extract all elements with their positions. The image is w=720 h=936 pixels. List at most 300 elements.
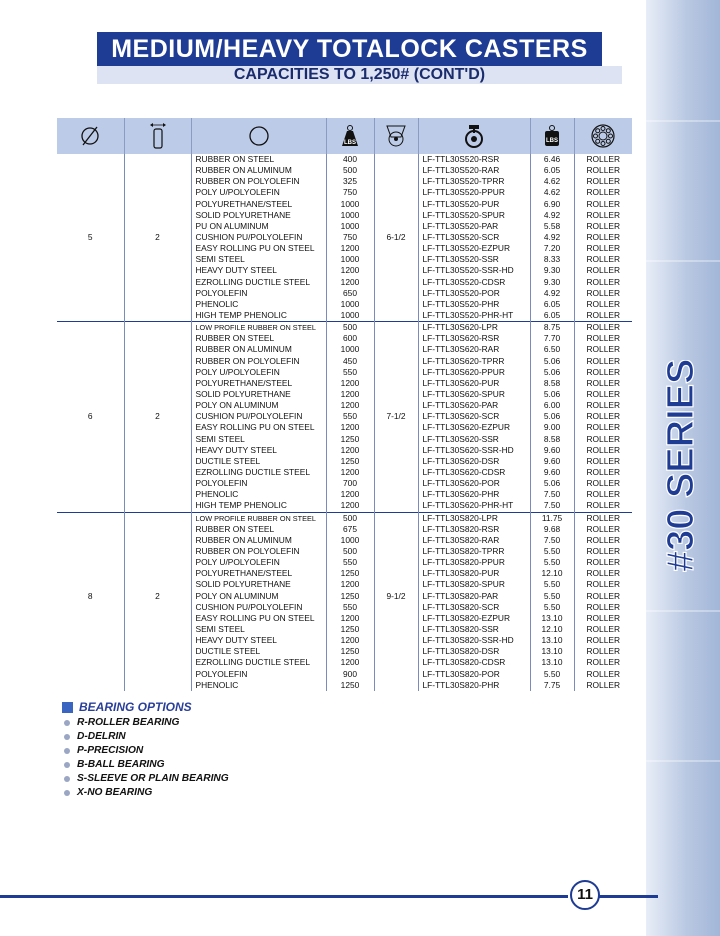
- capacity-cell: 675: [326, 524, 374, 535]
- weight-cell: 6.00: [530, 400, 574, 411]
- part-number-cell: LF-TTL30S820-SSR: [418, 624, 530, 635]
- wheel-material-cell: LOW PROFILE RUBBER ON STEEL: [191, 512, 326, 524]
- tread-width-cell: [124, 265, 191, 276]
- part-number-cell: LF-TTL30S520-PUR: [418, 199, 530, 210]
- table-row: [57, 367, 632, 378]
- weight-cell: 9.00: [530, 422, 574, 433]
- tread-width-cell: [124, 568, 191, 579]
- tread-width-cell: [124, 277, 191, 288]
- bearing-type-cell: ROLLER: [586, 534, 620, 545]
- wheel-material-cell: RUBBER ON POLYOLEFIN: [191, 356, 326, 367]
- table-row: [57, 199, 632, 210]
- capacity-cell: 1200: [326, 400, 374, 411]
- swivel-radius-cell: [374, 344, 418, 355]
- part-number-cell: LF-TTL30S820-PHR: [418, 680, 530, 691]
- capacity-cell: 1000: [326, 254, 374, 265]
- capacity-cell: 650: [326, 288, 374, 299]
- part-number-cell: LF-TTL30S520-POR: [418, 288, 530, 299]
- wheel-diameter-cell: [57, 254, 124, 265]
- bearing-options-bullet-icon: [62, 702, 73, 713]
- swivel-radius-cell: [374, 277, 418, 288]
- bearing-type-cell: ROLLER: [586, 590, 620, 601]
- part-number-cell: LF-TTL30S520-SCR: [418, 232, 530, 243]
- tread-width-cell: [124, 646, 191, 657]
- capacity-cell: 1000: [326, 299, 374, 310]
- tread-width-cell: [124, 579, 191, 590]
- tread-width-cell: [124, 500, 191, 512]
- tread-width-cell: 2: [124, 590, 191, 601]
- weight-cell: 6.90: [530, 199, 574, 210]
- tread-width-cell: [124, 356, 191, 367]
- part-number-cell: LF-TTL30S620-RSR: [418, 333, 530, 344]
- wheel-material-cell: RUBBER ON STEEL: [191, 524, 326, 535]
- capacity-cell: 1200: [326, 635, 374, 646]
- wheel-diameter-cell: [57, 489, 124, 500]
- wheel-diameter-cell: [57, 467, 124, 478]
- tread-width-cell: [124, 668, 191, 679]
- swivel-radius-cell: 7-1/2: [374, 411, 418, 422]
- part-number-cell: LF-TTL30S620-EZPUR: [418, 422, 530, 433]
- part-number-cell: LF-TTL30S620-PAR: [418, 400, 530, 411]
- swivel-radius-cell: [374, 535, 418, 546]
- wheel-diameter-cell: [57, 299, 124, 310]
- capacity-cell: 1000: [326, 535, 374, 546]
- weight-cell: 8.58: [530, 378, 574, 389]
- tread-width-cell: [124, 333, 191, 344]
- tread-width-cell: [124, 445, 191, 456]
- swivel-radius-cell: [374, 434, 418, 445]
- swivel-radius-cell: [374, 646, 418, 657]
- bearing-type-cell: ROLLER: [586, 198, 620, 209]
- capacity-cell: 1200: [326, 613, 374, 624]
- weight-lbs-icon: [530, 118, 574, 154]
- weight-lbs-label: LBS: [546, 138, 558, 144]
- table-row: [57, 221, 632, 232]
- part-number-cell: LF-TTL30S520-PHR-HT: [418, 310, 530, 322]
- wheel-material-cell: CUSHION PU/POLYOLEFIN: [191, 411, 326, 422]
- wheel-diameter-cell: [57, 657, 124, 668]
- weight-cell: 4.92: [530, 232, 574, 243]
- capacity-cell: 550: [326, 557, 374, 568]
- wheel-diameter-cell: [57, 557, 124, 568]
- wheel-material-cell: POLY ON ALUMINUM: [191, 400, 326, 411]
- wheel-diameter-cell: [57, 668, 124, 679]
- tread-width-cell: [124, 322, 191, 334]
- wheel-material-cell: RUBBER ON ALUMINUM: [191, 344, 326, 355]
- wheel-diameter-cell: [57, 524, 124, 535]
- swivel-radius-cell: [374, 500, 418, 512]
- part-number-cell: LF-TTL30S820-SSR-HD: [418, 635, 530, 646]
- swivel-radius-cell: [374, 367, 418, 378]
- part-number-cell: LF-TTL30S520-PPUR: [418, 187, 530, 198]
- wheel-diameter-cell: [57, 478, 124, 489]
- weight-cell: 5.06: [530, 411, 574, 422]
- wheel-diameter-cell: [57, 265, 124, 276]
- bearing-type-cell: ROLLER: [586, 478, 620, 489]
- capacity-lbs-label: LBS: [344, 140, 356, 146]
- wheel-diameter-cell: [57, 187, 124, 198]
- wheel-material-cell: POLYOLEFIN: [191, 288, 326, 299]
- swivel-radius-cell: [374, 356, 418, 367]
- bearing-option-item: [64, 758, 229, 772]
- bearing-type-cell: ROLLER: [586, 444, 620, 455]
- bearing-option-item: [64, 772, 229, 786]
- tread-width-cell: [124, 434, 191, 445]
- bearing-type-cell: ROLLER: [586, 377, 620, 388]
- bearing-type-cell: ROLLER: [586, 310, 620, 321]
- part-number-cell: LF-TTL30S820-SCR: [418, 602, 530, 613]
- table-row: [57, 557, 632, 568]
- tread-width-cell: [124, 524, 191, 535]
- wheel-diameter-cell: [57, 635, 124, 646]
- wheel-diameter-cell: [57, 199, 124, 210]
- bearing-type-cell: ROLLER: [586, 209, 620, 220]
- table-row: [57, 378, 632, 389]
- tread-width-cell: [124, 557, 191, 568]
- bearing-type-cell: ROLLER: [586, 276, 620, 287]
- page-subtitle: CAPACITIES TO 1,250# (CONT'D): [97, 66, 622, 84]
- bearing-type-cell: ROLLER: [586, 344, 620, 355]
- wheel-material-cell: POLYURETHANE/STEEL: [191, 568, 326, 579]
- bearing-options-list: [62, 716, 229, 800]
- wheel-diameter-cell: 6: [57, 411, 124, 422]
- tread-width-cell: [124, 624, 191, 635]
- swivel-radius-cell: [374, 187, 418, 198]
- capacity-cell: 1200: [326, 500, 374, 512]
- part-number-cell: LF-TTL30S620-RAR: [418, 344, 530, 355]
- table-row: [57, 322, 632, 334]
- swivel-radius-cell: [374, 165, 418, 176]
- capacity-cell: 325: [326, 176, 374, 187]
- tread-width-cell: [124, 602, 191, 613]
- wheel-diameter-cell: [57, 535, 124, 546]
- tread-width-cell: [124, 422, 191, 433]
- part-number-cell: LF-TTL30S620-PHR-HT: [418, 500, 530, 512]
- swivel-radius-icon: [374, 118, 418, 154]
- table-row: [57, 356, 632, 367]
- bearing-option-label: S-SLEEVE OR PLAIN BEARING: [77, 773, 229, 784]
- tread-width-cell: [124, 478, 191, 489]
- table-row: [57, 254, 632, 265]
- table-row: [57, 500, 632, 512]
- part-number-cell: LF-TTL30S820-DSR: [418, 646, 530, 657]
- tread-width-cell: [124, 165, 191, 176]
- bearing-icon: [574, 118, 632, 154]
- capacity-cell: 1250: [326, 434, 374, 445]
- bearing-type-cell: ROLLER: [586, 355, 620, 366]
- weight-cell: 4.92: [530, 210, 574, 221]
- table-row: [57, 389, 632, 400]
- weight-cell: 9.30: [530, 277, 574, 288]
- tread-width-cell: [124, 512, 191, 524]
- wheel-material-cell: HIGH TEMP PHENOLIC: [191, 500, 326, 512]
- swivel-radius-cell: 9-1/2: [374, 590, 418, 601]
- part-number-cell: LF-TTL30S520-SSR: [418, 254, 530, 265]
- wheel-material-cell: RUBBER ON POLYOLEFIN: [191, 546, 326, 557]
- wheel-material-cell: PU ON ALUMINUM: [191, 221, 326, 232]
- swivel-radius-cell: [374, 624, 418, 635]
- weight-cell: 4.92: [530, 288, 574, 299]
- wheel-diameter-cell: 5: [57, 232, 124, 243]
- table-row: [57, 445, 632, 456]
- bearing-type-cell: ROLLER: [586, 635, 620, 646]
- weight-cell: 5.06: [530, 478, 574, 489]
- capacity-cell: 1250: [326, 568, 374, 579]
- wheel-material-cell: HIGH TEMP PHENOLIC: [191, 310, 326, 322]
- wheel-diameter-cell: [57, 400, 124, 411]
- bearing-type-cell: ROLLER: [586, 400, 620, 411]
- part-number-cell: LF-TTL30S620-POR: [418, 478, 530, 489]
- wheel-material-cell: DUCTILE STEEL: [191, 456, 326, 467]
- tread-width-cell: [124, 254, 191, 265]
- wheel-diameter-cell: [57, 389, 124, 400]
- swivel-radius-cell: [374, 221, 418, 232]
- capacity-cell: 1200: [326, 277, 374, 288]
- table-row: [57, 243, 632, 254]
- wheel-material-cell: POLY U/POLYOLEFIN: [191, 367, 326, 378]
- capacity-cell: 700: [326, 478, 374, 489]
- part-number-cell: LF-TTL30S520-PAR: [418, 221, 530, 232]
- weight-cell: 7.50: [530, 535, 574, 546]
- bearing-type-cell: ROLLER: [586, 500, 620, 511]
- part-number-cell: LF-TTL30S520-EZPUR: [418, 243, 530, 254]
- tread-width-cell: [124, 367, 191, 378]
- table-row: [57, 434, 632, 445]
- bearing-type-cell: ROLLER: [586, 523, 620, 534]
- table-row: [57, 668, 632, 679]
- bearing-type-cell: ROLLER: [586, 545, 620, 556]
- tread-width-cell: [124, 288, 191, 299]
- wheel-diameter-cell: [57, 568, 124, 579]
- tread-width-cell: [124, 199, 191, 210]
- tread-width-cell: [124, 489, 191, 500]
- part-number-cell: LF-TTL30S620-CDSR: [418, 467, 530, 478]
- tread-width-cell: [124, 389, 191, 400]
- tread-width-cell: [124, 657, 191, 668]
- weight-cell: 5.06: [530, 356, 574, 367]
- wheel-material-cell: SOLID POLYURETHANE: [191, 389, 326, 400]
- wheel-material-cell: RUBBER ON POLYOLEFIN: [191, 176, 326, 187]
- table-row: [57, 635, 632, 646]
- weight-cell: 12.10: [530, 568, 574, 579]
- capacity-cell: 1000: [326, 199, 374, 210]
- wheel-diameter-cell: [57, 310, 124, 322]
- part-number-cell: LF-TTL30S520-PHR: [418, 299, 530, 310]
- weight-cell: 5.50: [530, 602, 574, 613]
- swivel-radius-cell: [374, 445, 418, 456]
- tread-width-cell: [124, 187, 191, 198]
- tread-width-cell: [124, 680, 191, 691]
- table-row: [57, 288, 632, 299]
- capacity-cell: 1200: [326, 243, 374, 254]
- table-row: [57, 277, 632, 288]
- tread-width-icon: [124, 118, 191, 154]
- weight-cell: 12.10: [530, 624, 574, 635]
- weight-cell: 5.06: [530, 367, 574, 378]
- table-row: [57, 478, 632, 489]
- weight-cell: 5.06: [530, 389, 574, 400]
- part-number-cell: LF-TTL30S620-SSR-HD: [418, 445, 530, 456]
- bearing-option-item: [64, 716, 229, 730]
- page-title: MEDIUM/HEAVY TOTALOCK CASTERS: [97, 32, 602, 66]
- wheel-material-cell: SOLID POLYURETHANE: [191, 579, 326, 590]
- weight-cell: 13.10: [530, 646, 574, 657]
- bearing-type-cell: ROLLER: [586, 389, 620, 400]
- part-number-cell: LF-TTL30S820-LPR: [418, 512, 530, 524]
- swivel-radius-cell: [374, 310, 418, 322]
- bearing-type-cell: ROLLER: [586, 366, 620, 377]
- wheel-material-cell: EASY ROLLING PU ON STEEL: [191, 422, 326, 433]
- table-row: [57, 546, 632, 557]
- wheel-diameter-cell: [57, 422, 124, 433]
- capacity-cell: 550: [326, 411, 374, 422]
- tread-width-cell: [124, 344, 191, 355]
- weight-cell: 8.75: [530, 322, 574, 334]
- part-number-cell: LF-TTL30S520-TPRR: [418, 176, 530, 187]
- weight-cell: 5.50: [530, 557, 574, 568]
- part-number-cell: LF-TTL30S820-RAR: [418, 535, 530, 546]
- swivel-radius-cell: [374, 557, 418, 568]
- bearing-option-label: D-DELRIN: [77, 731, 126, 742]
- part-number-cell: LF-TTL30S820-PUR: [418, 568, 530, 579]
- table-row: [57, 344, 632, 355]
- tread-width-cell: [124, 456, 191, 467]
- table-row: [57, 154, 632, 165]
- table-row: [57, 613, 632, 624]
- wheel-material-cell: POLYURETHANE/STEEL: [191, 199, 326, 210]
- wheel-diameter-cell: [57, 613, 124, 624]
- weight-cell: 6.46: [530, 154, 574, 165]
- capacity-cell: 1000: [326, 221, 374, 232]
- wheel-diameter-icon: [57, 118, 124, 154]
- weight-cell: 8.58: [530, 434, 574, 445]
- bearing-type-cell: ROLLER: [586, 668, 620, 679]
- table-row: [57, 646, 632, 657]
- weight-cell: 6.50: [530, 344, 574, 355]
- bearing-option-label: R-ROLLER BEARING: [77, 717, 180, 728]
- swivel-radius-cell: [374, 602, 418, 613]
- bearing-type-cell: ROLLER: [586, 298, 620, 309]
- part-number-cell: LF-TTL30S820-CDSR: [418, 657, 530, 668]
- swivel-radius-cell: [374, 199, 418, 210]
- bullet-icon: [64, 720, 70, 726]
- weight-cell: 13.10: [530, 635, 574, 646]
- bearing-type-cell: ROLLER: [586, 679, 620, 690]
- wheel-material-cell: POLYOLEFIN: [191, 668, 326, 679]
- tread-width-cell: [124, 243, 191, 254]
- swivel-radius-cell: [374, 299, 418, 310]
- capacity-cell: 1200: [326, 445, 374, 456]
- bearing-options: [62, 700, 229, 800]
- swivel-radius-cell: [374, 489, 418, 500]
- swivel-radius-cell: [374, 378, 418, 389]
- bearing-type-cell: ROLLER: [586, 187, 620, 198]
- bearing-type-cell: ROLLER: [586, 333, 620, 344]
- tread-width-cell: [124, 535, 191, 546]
- bearing-option-label: P-PRECISION: [77, 745, 144, 756]
- part-number-icon: [418, 118, 530, 154]
- table-header-row: [57, 118, 632, 154]
- bearing-type-cell: ROLLER: [586, 455, 620, 466]
- table-row: [57, 176, 632, 187]
- part-number-cell: LF-TTL30S620-SSR: [418, 434, 530, 445]
- swivel-radius-cell: [374, 613, 418, 624]
- wheel-material-cell: EZROLLING DUCTILE STEEL: [191, 657, 326, 668]
- caster-spec-table: [57, 118, 632, 691]
- capacity-cell: 500: [326, 546, 374, 557]
- wheel-material-cell: PHENOLIC: [191, 489, 326, 500]
- part-number-cell: LF-TTL30S620-DSR: [418, 456, 530, 467]
- swivel-radius-cell: [374, 288, 418, 299]
- capacity-cell: 500: [326, 165, 374, 176]
- weight-cell: 9.60: [530, 445, 574, 456]
- weight-cell: 5.50: [530, 579, 574, 590]
- wheel-material-cell: POLYOLEFIN: [191, 478, 326, 489]
- wheel-material-cell: DUCTILE STEEL: [191, 646, 326, 657]
- part-number-cell: LF-TTL30S620-SCR: [418, 411, 530, 422]
- bearing-option-item: [64, 744, 229, 758]
- part-number-cell: LF-TTL30S620-LPR: [418, 322, 530, 334]
- bearing-type-cell: ROLLER: [586, 433, 620, 444]
- wheel-diameter-cell: [57, 221, 124, 232]
- wheel-material-cell: EZROLLING DUCTILE STEEL: [191, 277, 326, 288]
- swivel-radius-cell: [374, 176, 418, 187]
- table-row: [57, 568, 632, 579]
- part-number-cell: LF-TTL30S520-SPUR: [418, 210, 530, 221]
- bearing-type-cell: ROLLER: [586, 467, 620, 477]
- wheel-diameter-cell: [57, 333, 124, 344]
- capacity-cell: 550: [326, 602, 374, 613]
- capacity-cell: 550: [326, 367, 374, 378]
- wheel-diameter-cell: [57, 367, 124, 378]
- wheel-diameter-cell: [57, 210, 124, 221]
- footer-rule-right: [598, 895, 658, 898]
- capacity-cell: 1200: [326, 378, 374, 389]
- bearing-type-cell: ROLLER: [586, 254, 620, 265]
- table-row: [57, 232, 632, 243]
- swivel-radius-cell: [374, 322, 418, 334]
- tread-width-cell: [124, 221, 191, 232]
- wheel-diameter-cell: [57, 288, 124, 299]
- part-number-cell: LF-TTL30S520-RAR: [418, 165, 530, 176]
- swivel-radius-cell: [374, 546, 418, 557]
- capacity-cell: 900: [326, 668, 374, 679]
- table-row: [57, 456, 632, 467]
- wheel-diameter-cell: [57, 646, 124, 657]
- wheel-material-cell: RUBBER ON ALUMINUM: [191, 535, 326, 546]
- bearing-type-cell: ROLLER: [586, 232, 620, 243]
- swivel-radius-cell: [374, 422, 418, 433]
- capacity-cell: 1200: [326, 265, 374, 276]
- bullet-icon: [64, 748, 70, 754]
- table-row: [57, 210, 632, 221]
- weight-cell: 7.20: [530, 243, 574, 254]
- tread-width-cell: [124, 299, 191, 310]
- wheel-diameter-cell: [57, 356, 124, 367]
- wheel-diameter-cell: [57, 277, 124, 288]
- part-number-cell: LF-TTL30S620-PHR: [418, 489, 530, 500]
- wheel-material-cell: RUBBER ON ALUMINUM: [191, 165, 326, 176]
- bullet-icon: [64, 762, 70, 768]
- tread-width-cell: [124, 176, 191, 187]
- table-row: [57, 467, 632, 478]
- bearing-type-cell: ROLLER: [586, 422, 620, 433]
- bullet-icon: [64, 790, 70, 796]
- weight-cell: 5.50: [530, 546, 574, 557]
- table-row: [57, 422, 632, 433]
- wheel-material-cell: SEMI STEEL: [191, 624, 326, 635]
- bearing-type-cell: ROLLER: [586, 287, 620, 298]
